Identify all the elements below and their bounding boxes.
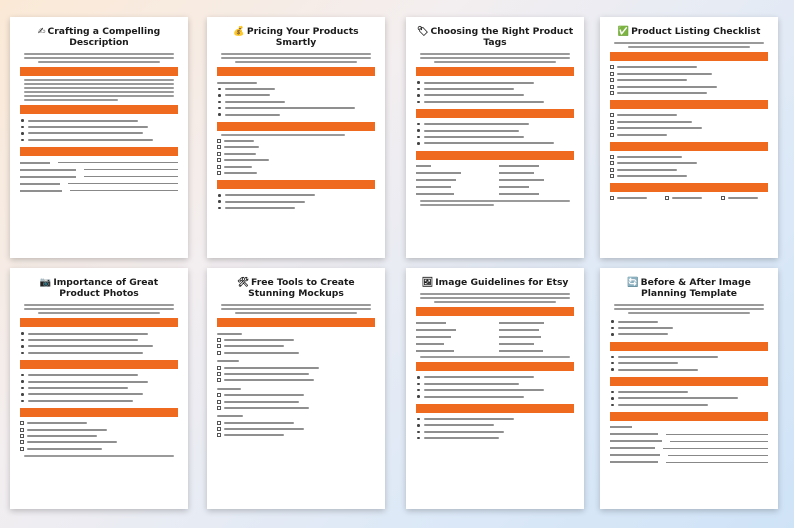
worksheet-page bbox=[207, 268, 385, 509]
intro-text bbox=[217, 53, 375, 63]
section-header bbox=[416, 151, 574, 160]
page-title: 💰 Pricing Your Products Smartly bbox=[233, 26, 359, 49]
page-title: ✍ Crafting a Compelling Description bbox=[37, 26, 161, 49]
section-header bbox=[416, 67, 574, 76]
list-item bbox=[416, 393, 574, 399]
section-header bbox=[610, 183, 768, 192]
fill-in-field[interactable] bbox=[499, 177, 574, 184]
list-item bbox=[217, 111, 375, 117]
fill-in-field[interactable] bbox=[416, 184, 491, 191]
fill-in-field[interactable] bbox=[416, 191, 491, 198]
worksheet-page bbox=[600, 17, 778, 258]
fill-in-field[interactable] bbox=[610, 459, 768, 466]
fill-in-field[interactable] bbox=[416, 333, 491, 340]
refresh-icon: 🔄 bbox=[627, 277, 639, 288]
list-item bbox=[416, 435, 574, 441]
checklist-item[interactable] bbox=[217, 432, 375, 438]
checklist-item[interactable] bbox=[610, 195, 657, 201]
worksheet-page bbox=[406, 268, 584, 509]
fill-in-field[interactable] bbox=[610, 438, 768, 445]
fill-in-field[interactable] bbox=[416, 163, 491, 170]
list-item bbox=[610, 366, 768, 372]
checklist-item[interactable] bbox=[610, 90, 768, 96]
section-header bbox=[20, 67, 178, 76]
checklist-item[interactable] bbox=[610, 173, 768, 179]
intro-text bbox=[416, 293, 574, 303]
fill-in-field[interactable] bbox=[610, 445, 768, 452]
intro-text bbox=[20, 53, 178, 63]
section-header bbox=[217, 122, 375, 131]
page-title: 🛠 Free Tools to Create Stunning Mockups bbox=[237, 277, 355, 300]
section-header bbox=[416, 307, 574, 316]
checklist-item[interactable] bbox=[20, 446, 178, 452]
fill-in-field[interactable] bbox=[416, 326, 491, 333]
fill-in-field[interactable] bbox=[20, 173, 178, 180]
section-header bbox=[610, 412, 768, 421]
section-header bbox=[610, 142, 768, 151]
list-item bbox=[416, 99, 574, 105]
fill-in-field[interactable] bbox=[20, 159, 178, 166]
list-item bbox=[217, 205, 375, 211]
fill-in-field[interactable] bbox=[610, 431, 768, 438]
fill-in-field[interactable] bbox=[499, 184, 574, 191]
list-item bbox=[217, 170, 375, 176]
fill-in-field[interactable] bbox=[610, 424, 768, 431]
section-header bbox=[20, 360, 178, 369]
tools-icon: 🛠 bbox=[237, 277, 250, 288]
tag-icon: 🏷 bbox=[416, 26, 429, 37]
page-title: ✅ Product Listing Checklist bbox=[617, 26, 761, 37]
picture-icon: 🖼 bbox=[421, 277, 434, 288]
section-header bbox=[20, 318, 178, 327]
checklist-item[interactable] bbox=[665, 195, 712, 201]
section-header bbox=[416, 109, 574, 118]
page-title: 🖼 Image Guidelines for Etsy bbox=[421, 277, 569, 288]
section-header bbox=[217, 67, 375, 76]
section-header bbox=[20, 147, 178, 156]
fill-in-field[interactable] bbox=[20, 180, 178, 187]
fill-in-field[interactable] bbox=[499, 347, 574, 354]
fill-in-field[interactable] bbox=[416, 340, 491, 347]
worksheet-page bbox=[10, 17, 188, 258]
section-header bbox=[217, 318, 375, 327]
fill-in-field[interactable] bbox=[499, 163, 574, 170]
section-header bbox=[217, 180, 375, 189]
section-header bbox=[610, 100, 768, 109]
fill-in-field[interactable] bbox=[499, 191, 574, 198]
list-item bbox=[20, 398, 178, 404]
list-item bbox=[20, 350, 178, 356]
worksheet-page bbox=[207, 17, 385, 258]
camera-icon: 📷 bbox=[39, 277, 52, 288]
intro-text bbox=[610, 304, 768, 314]
checklist-item[interactable] bbox=[610, 131, 768, 137]
intro-text bbox=[20, 304, 178, 314]
fill-in-field[interactable] bbox=[20, 187, 178, 194]
section-header bbox=[610, 52, 768, 61]
fill-in-field[interactable] bbox=[499, 319, 574, 326]
list-item bbox=[20, 137, 178, 143]
section-header bbox=[416, 404, 574, 413]
section-header bbox=[20, 105, 178, 114]
pencil-icon: ✍ bbox=[37, 26, 46, 37]
fill-in-field[interactable] bbox=[416, 170, 491, 177]
fill-in-field[interactable] bbox=[499, 326, 574, 333]
list-item bbox=[610, 402, 768, 408]
intro-text bbox=[217, 304, 375, 314]
page-title: 📷 Importance of Great Product Photos bbox=[39, 277, 159, 300]
money-bag-icon: 💰 bbox=[233, 26, 245, 37]
checklist-item[interactable] bbox=[217, 377, 375, 383]
list-item bbox=[416, 140, 574, 146]
section-header bbox=[610, 342, 768, 351]
fill-in-field[interactable] bbox=[20, 166, 178, 173]
worksheet-page bbox=[10, 268, 188, 509]
checklist-item[interactable] bbox=[217, 405, 375, 411]
worksheet-page bbox=[406, 17, 584, 258]
page-title: 🔄 Before & After Image Planning Template bbox=[627, 277, 751, 300]
fill-in-field[interactable] bbox=[416, 347, 491, 354]
fill-in-field[interactable] bbox=[499, 170, 574, 177]
worksheet-page bbox=[600, 268, 778, 509]
checkbox-icon: ✅ bbox=[617, 26, 630, 37]
checklist-item[interactable] bbox=[721, 195, 768, 201]
section-header bbox=[20, 408, 178, 417]
page-title: 🏷 Choosing the Right Product Tags bbox=[416, 26, 574, 49]
list-item bbox=[610, 331, 768, 337]
fill-in-field[interactable] bbox=[416, 319, 491, 326]
intro-text bbox=[416, 53, 574, 63]
section-header bbox=[416, 362, 574, 371]
checklist-item[interactable] bbox=[217, 350, 375, 356]
fill-in-field[interactable] bbox=[499, 333, 574, 340]
fill-in-field[interactable] bbox=[499, 340, 574, 347]
fill-in-field[interactable] bbox=[610, 452, 768, 459]
fill-in-field[interactable] bbox=[416, 177, 491, 184]
section-header bbox=[610, 377, 768, 386]
intro-text bbox=[610, 42, 768, 48]
